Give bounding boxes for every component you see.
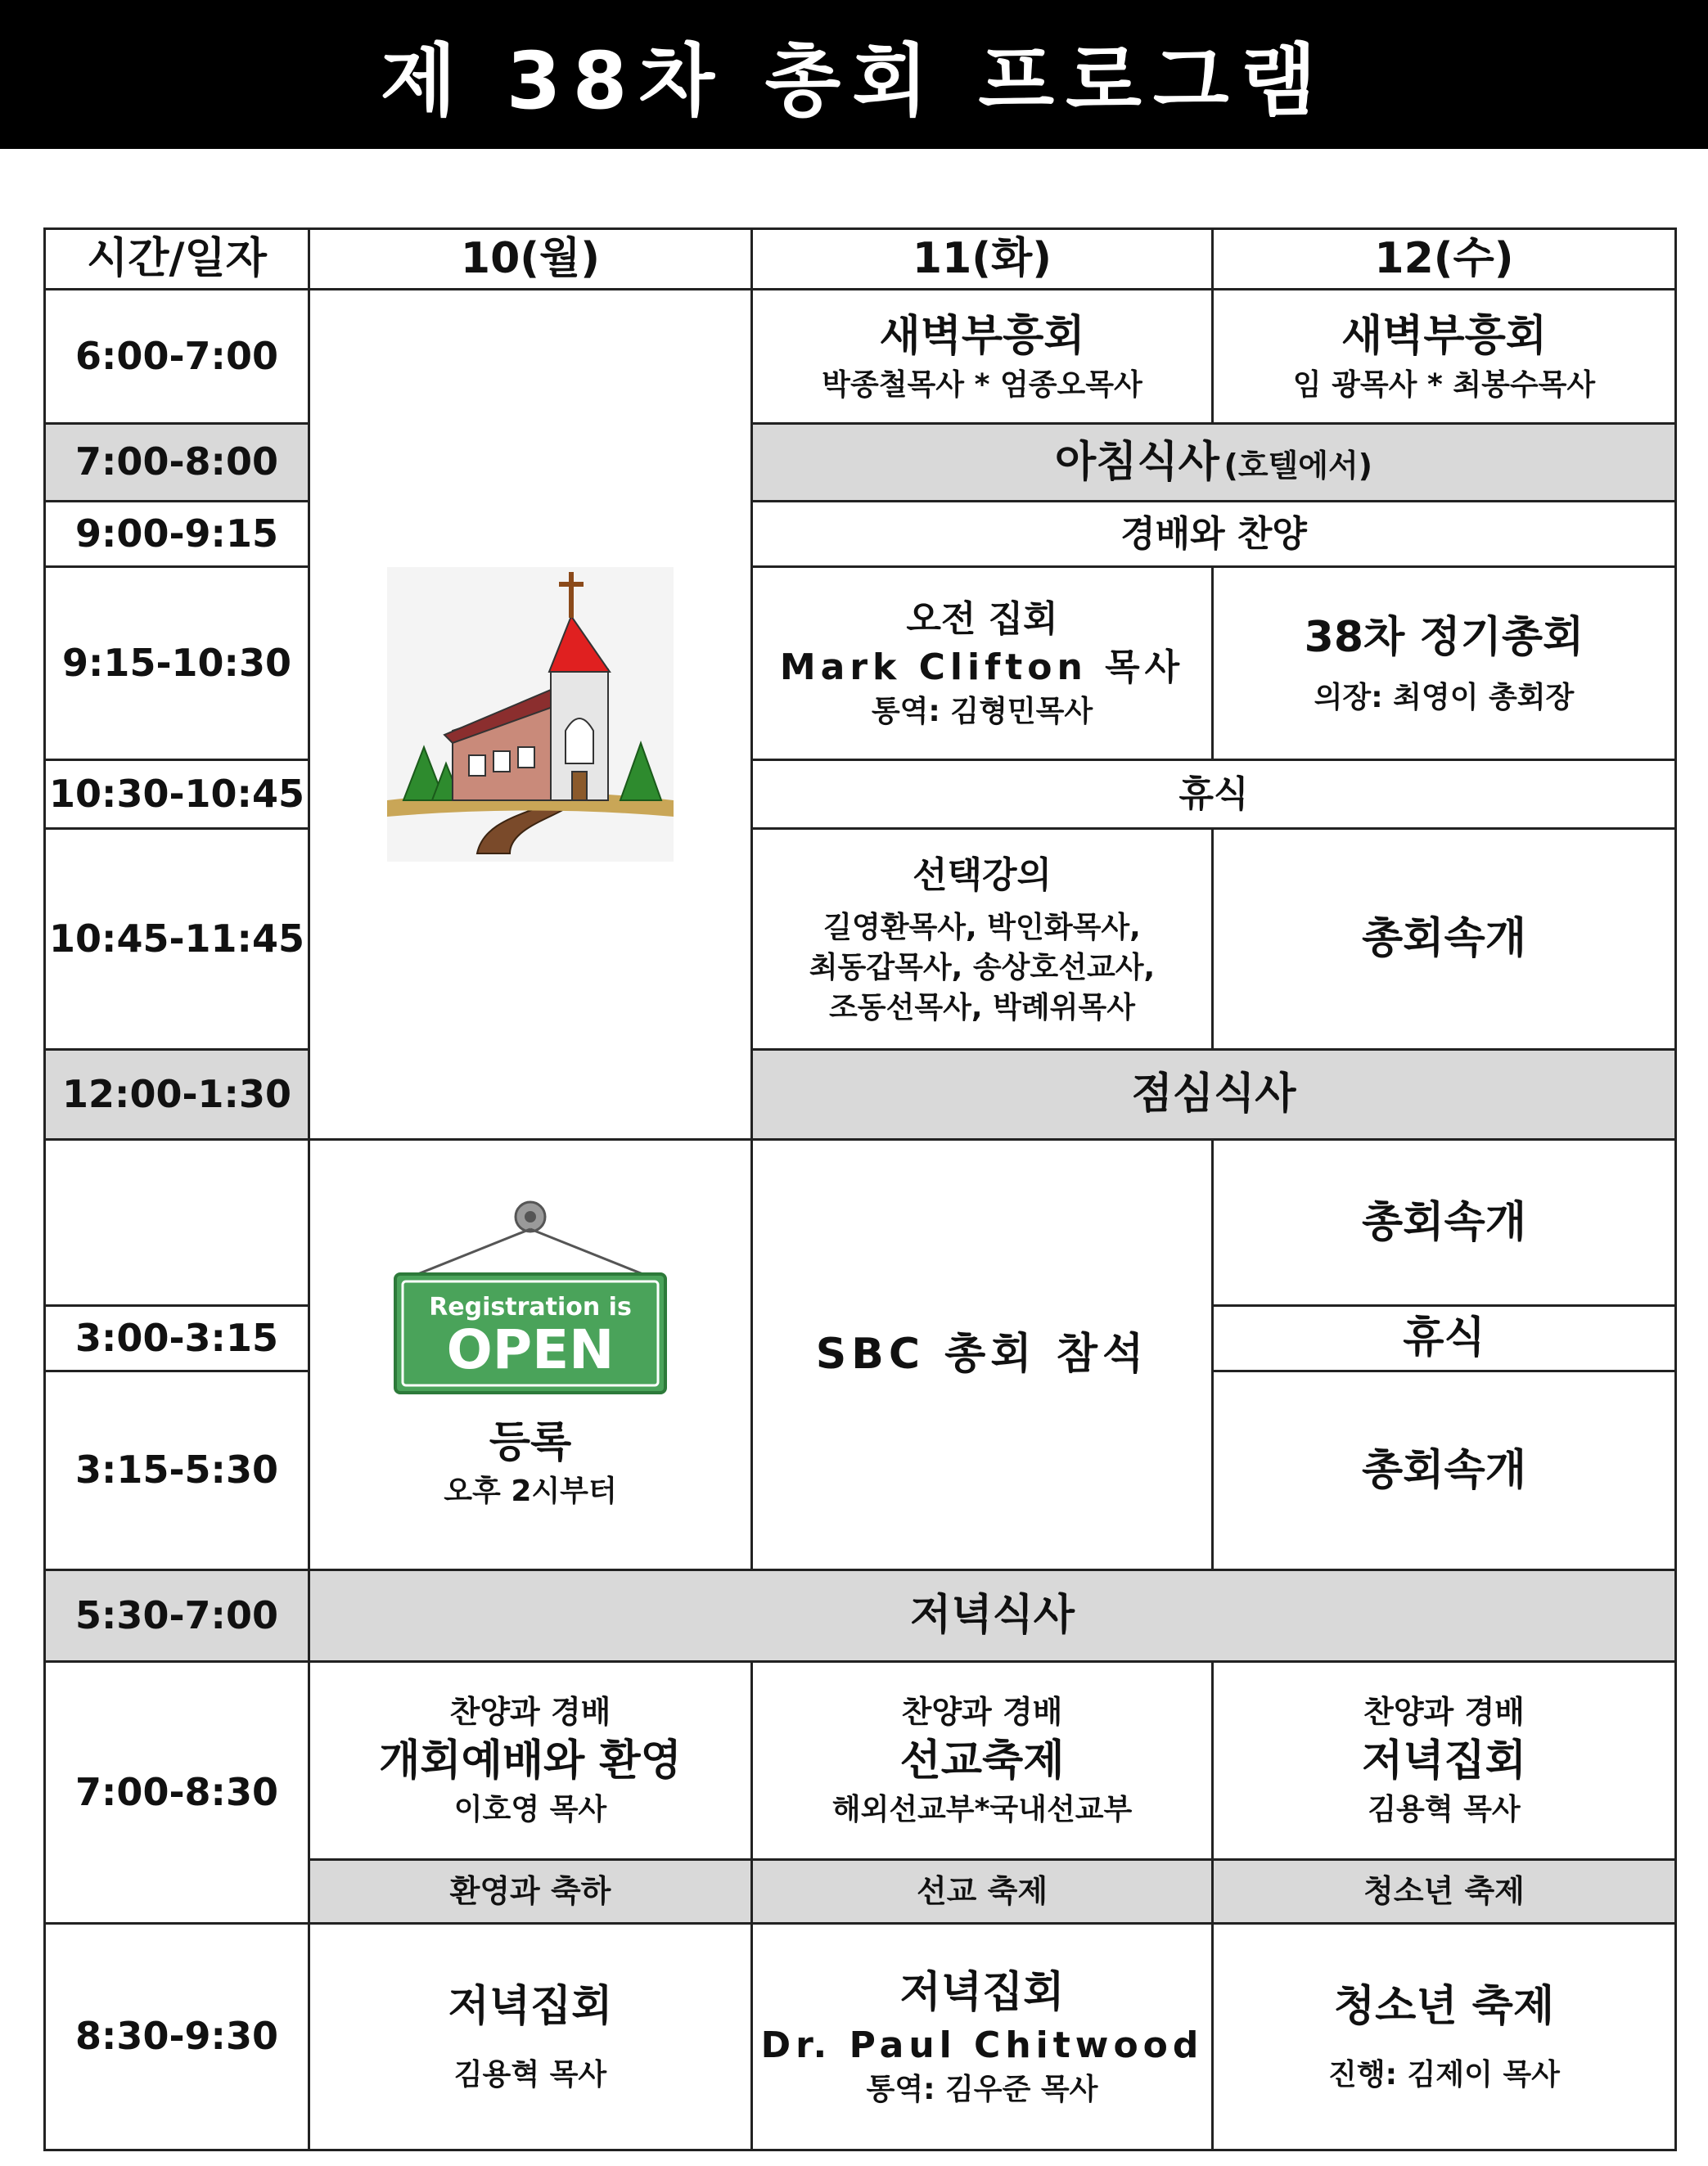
session-day3-c-cell: 총회속개 [1213,1371,1676,1570]
time-cell: 7:00-8:00 [45,424,309,502]
dinner-cell: 저녁식사 [309,1570,1676,1662]
day1-morning-church-cell [309,290,752,1140]
page-title: 제 38차 총회 프로그램 [0,0,1708,149]
evening-sub-day1: 환영과 축하 [309,1860,752,1924]
time-cell: 10:30-10:45 [45,760,309,829]
session-day3-b-cell: 총회속개 [1213,1140,1676,1306]
sbc-cell: SBC 총회 참석 [752,1140,1213,1570]
evening1-day3-cell [1213,1662,1676,1860]
evening1-day1-top: 찬양과 경배 [449,1693,611,1730]
time-cell: 9:15-10:30 [45,567,309,760]
header-time: 시간/일자 [45,229,309,290]
registration-title: 등록 [489,1417,572,1467]
dawn-day3-cell [1213,290,1676,424]
open-sign-illustration [310,1200,750,1413]
header-day3: 12(수) [1213,229,1676,290]
sign-line2: OPEN [446,1317,615,1381]
header-day2: 11(화) [752,229,1213,290]
time-cell: 9:00-9:15 [45,502,309,567]
schedule-table [43,227,1677,2151]
breakfast-note: (호텔에서) [1224,447,1373,484]
church-illustration [310,567,750,862]
row-elective [45,829,1676,1050]
evening1-day2-top: 찬양과 경배 [901,1693,1063,1730]
time-cell: 12:00-1:30 [45,1050,309,1140]
break2-cell: 휴식 [1213,1306,1676,1371]
dawn-day3-title: 새벽부흥회 [1341,311,1548,361]
evening-sub-day2: 선교 축제 [752,1860,1213,1924]
lunch-cell: 점심식사 [752,1050,1676,1140]
evening2-day1-cell [309,1924,752,2150]
row-lunch [45,1050,1676,1140]
evening2-day1-title: 저녁집회 [448,1982,613,2031]
dawn-day2-title: 새벽부흥회 [879,311,1085,361]
morning-day2-speaker: Mark Clifton 목사 [779,646,1185,688]
registration-cell [309,1140,752,1570]
header-row [45,229,1676,290]
break1-cell: 휴식 [752,760,1676,829]
morning-day2-cell [752,567,1213,760]
evening2-day3-cell [1213,1924,1676,2150]
elective-line: 최동갑목사, 송상호선교사, [809,950,1156,984]
morning-day2-title: 오전 집회 [906,598,1058,640]
evening2-day2-cell [752,1924,1213,2150]
dawn-day2-speakers: 박종철목사 * 엄종오목사 [822,367,1142,402]
evening2-day2-interp: 통역: 김우준 목사 [866,2072,1098,2106]
row-worship [45,502,1676,567]
row-dinner [45,1570,1676,1662]
evening2-day2-speaker: Dr. Paul Chitwood [760,2024,1204,2066]
evening1-day2-title: 선교축제 [899,1736,1065,1786]
morning-day3-cell [1213,567,1676,760]
evening1-day3-speaker: 김용혁 목사 [1368,1793,1521,1827]
evening1-day1-speaker: 이호영 목사 [453,1793,607,1827]
row-dawn [45,290,1676,424]
session-day3-a-cell: 총회속개 [1213,829,1676,1050]
time-cell: 8:30-9:30 [45,1924,309,2150]
sign-line1: Registration is [429,1292,632,1322]
registration-note: 오후 2시부터 [444,1474,617,1508]
evening1-day2-cell [752,1662,1213,1860]
header-day1: 10(월) [309,229,752,290]
morning-day3-note: 의장: 최영이 총회장 [1314,680,1575,714]
elective-line: 길영환목사, 박인화목사, [823,910,1141,944]
elective-cell [752,829,1213,1050]
row-morning-session [45,567,1676,760]
elective-line: 조동선목사, 박례위목사 [829,990,1135,1024]
breakfast-title: 아침식사 [1054,437,1219,487]
evening1-day3-top: 찬양과 경배 [1363,1693,1525,1730]
row-break1 [45,760,1676,829]
row-afternoon [45,1140,1676,1306]
worship-cell: 경배와 찬양 [752,502,1676,567]
evening2-day3-speaker: 진행: 김제이 목사 [1328,2058,1560,2092]
morning-day2-interp: 통역: 김형민목사 [871,695,1093,728]
breakfast-cell [752,424,1676,502]
row-evening1 [45,1662,1676,1860]
dawn-day3-speakers: 임 광목사 * 최봉수목사 [1292,367,1596,402]
evening1-day1-cell [309,1662,752,1860]
evening1-day3-title: 저녁집회 [1362,1736,1526,1786]
morning-day3-title: 38차 정기총회 [1304,612,1584,662]
row-breakfast [45,424,1676,502]
time-cell: 3:15-5:30 [45,1371,309,1570]
elective-title: 선택강의 [912,853,1052,896]
evening1-day2-speaker: 해외선교부*국내선교부 [831,1793,1133,1827]
time-cell: 5:30-7:00 [45,1570,309,1662]
evening-sub-day3: 청소년 축제 [1213,1860,1676,1924]
row-evening2 [45,1924,1676,2150]
evening1-day1-title: 개회예배와 환영 [379,1736,682,1786]
dawn-day2-cell [752,290,1213,424]
time-cell-empty [45,1140,309,1306]
evening2-day1-speaker: 김용혁 목사 [453,2058,607,2092]
time-cell: 7:00-8:30 [45,1662,309,1924]
evening2-day3-title: 청소년 축제 [1333,1982,1555,2031]
evening2-day2-title: 저녁집회 [899,1967,1065,2017]
time-cell: 6:00-7:00 [45,290,309,424]
time-cell: 3:00-3:15 [45,1306,309,1371]
time-cell: 10:45-11:45 [45,829,309,1050]
